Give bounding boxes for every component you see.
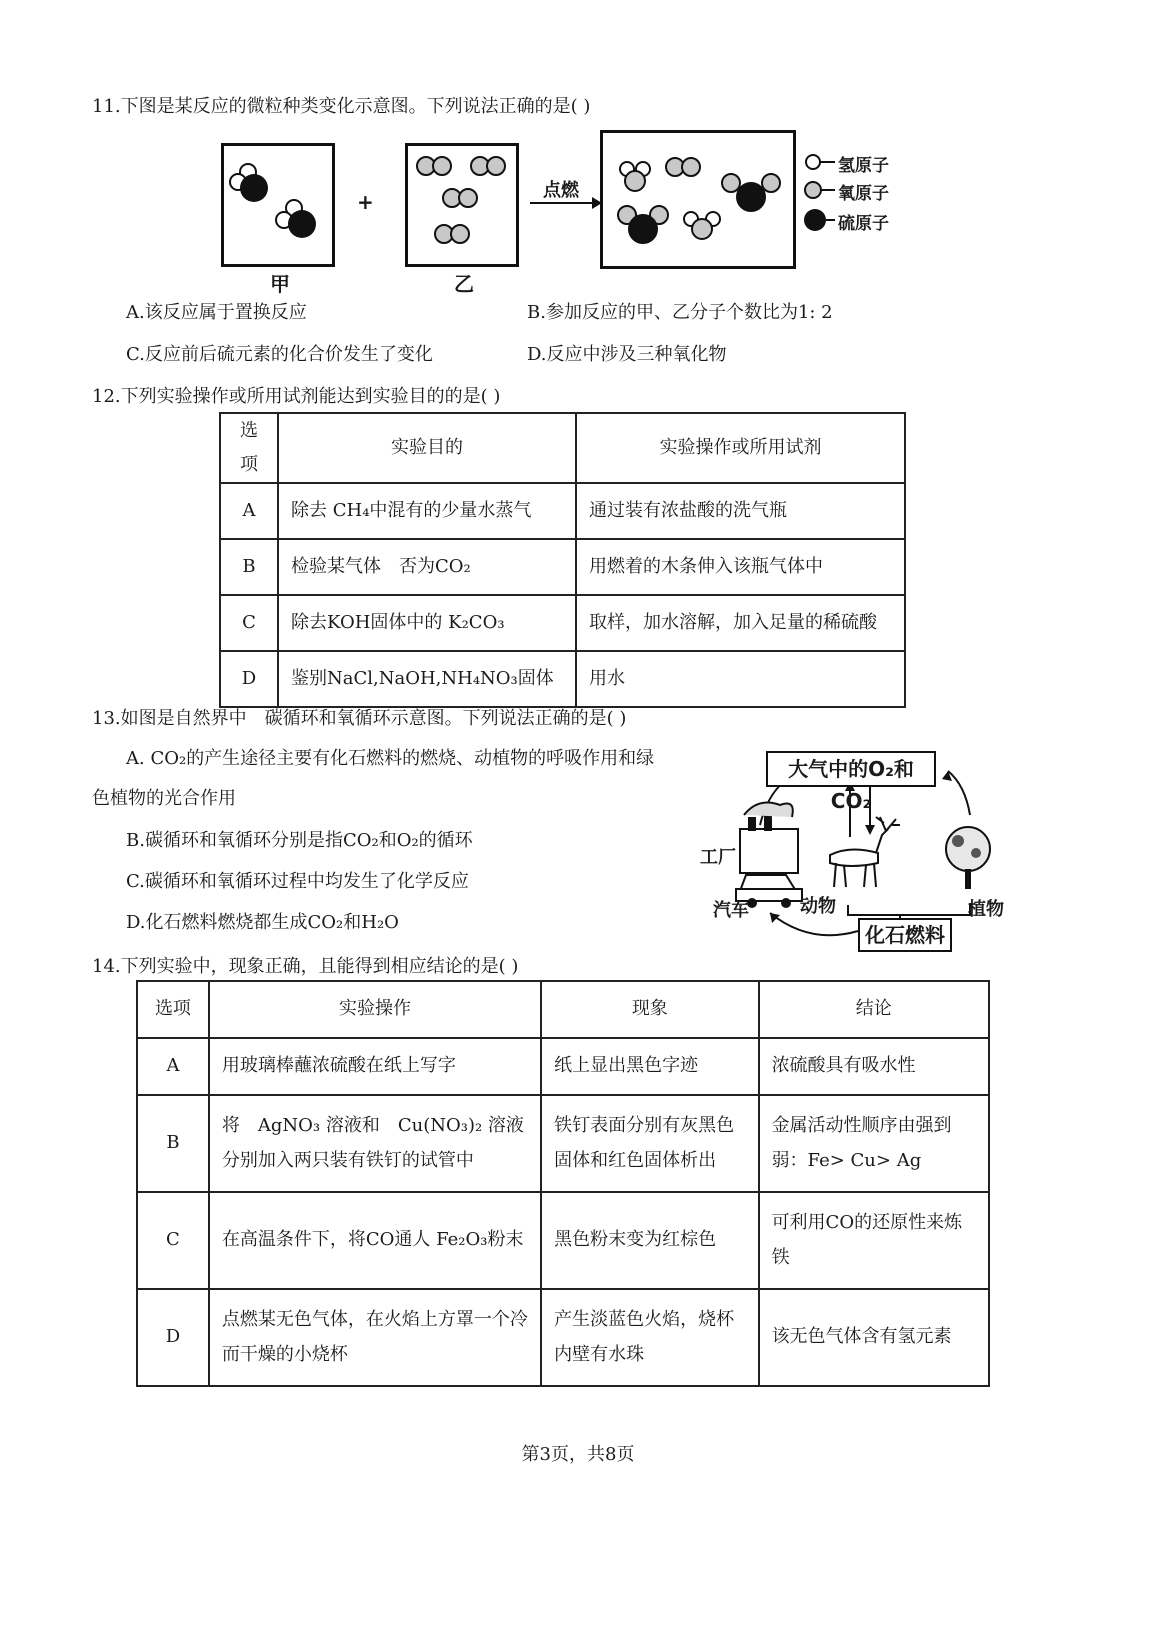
table-cell: 除去 CH₄中混有的少量水蒸气 [278, 483, 576, 539]
table-row [220, 595, 905, 651]
table-cell: 产生淡蓝色火焰，烧杯内壁有水珠 [541, 1289, 758, 1386]
header-cell: 选项 [220, 413, 278, 483]
q13-stem: 13.如图是自然界中 碳循环和氧循环示意图。下列说法正确的是( ) [92, 708, 627, 729]
label-car: 汽车 [713, 900, 749, 921]
table-cell: 点燃某无色气体，在火焰上方罩一个冷而干燥的小烧杯 [209, 1289, 541, 1386]
q13-option-c: C.碳循环和氧循环过程中均发生了化学反应 [126, 871, 469, 892]
table-cell: 通过装有浓盐酸的洗气瓶 [576, 483, 905, 539]
label-yi: 乙 [454, 272, 474, 296]
label-jia: 甲 [270, 272, 290, 296]
table-cell: 检验某气体 否为CO₂ [278, 539, 576, 595]
table-header-row [137, 981, 989, 1038]
table-cell: A [220, 483, 278, 539]
table-cell: 鉴别NaCl,NaOH,NH₄NO₃固体 [278, 651, 576, 707]
table-cell: B [137, 1095, 209, 1192]
header-cell: 实验目的 [278, 413, 576, 483]
table-cell: 纸上显出黑色字迹 [541, 1038, 758, 1095]
legend-sulfur: 硫原子 [838, 214, 889, 234]
table-cell: 该无色气体含有氢元素 [759, 1289, 989, 1386]
header-cell: 实验操作 [209, 981, 541, 1038]
label-factory: 工厂 [700, 847, 736, 868]
table-row [137, 1289, 989, 1386]
atmosphere-box: 大气中的O₂和CO₂ [766, 751, 936, 787]
molecules-yi [408, 146, 516, 264]
header-cell: 选项 [137, 981, 209, 1038]
q11-option-a: A.该反应属于置换反应 [126, 302, 307, 323]
table-cell: 铁钉表面分别有灰黑色固体和红色固体析出 [541, 1095, 758, 1192]
table-cell: C [137, 1192, 209, 1289]
label-animal: 动物 [800, 896, 836, 917]
q12-table [219, 412, 906, 708]
table-row [137, 1095, 989, 1192]
legend-symbols [803, 150, 837, 240]
table-cell: B [220, 539, 278, 595]
q11-stem: 11.下图是某反应的微粒种类变化示意图。下列说法正确的是( ) [92, 96, 591, 117]
legend-hydrogen: 氢原子 [838, 156, 889, 176]
table-row [220, 539, 905, 595]
table-row [220, 651, 905, 707]
legend-oxygen: 氧原子 [838, 184, 889, 204]
molecules-jia [224, 146, 332, 264]
table-cell: D [220, 651, 278, 707]
q11-option-d: D.反应中涉及三种氧化物 [527, 344, 727, 365]
q11-box-product [600, 130, 796, 269]
table-cell: 取样，加水溶解，加入足量的稀硫酸 [576, 595, 905, 651]
fossil-fuel-box: 化石燃料 [858, 918, 952, 952]
arrow-label: 点燃 [543, 180, 579, 201]
deer-icon [830, 817, 900, 887]
tree-icon [946, 827, 990, 889]
label-plant: 植物 [968, 899, 1004, 920]
table-cell: C [220, 595, 278, 651]
q14-stem: 14.下列实验中，现象正确，且能得到相应结论的是( ) [92, 956, 519, 977]
q11-box-jia [221, 143, 335, 267]
molecules-product [603, 133, 793, 266]
table-cell: 将 AgNO₃ 溶液和 Cu(NO₃)₂ 溶液分别加入两只装有铁钉的试管中 [209, 1095, 541, 1192]
table-cell: 在高温条件下，将CO通人 Fe₂O₃粉末 [209, 1192, 541, 1289]
q13-option-b: B.碳循环和氧循环分别是指CO₂和O₂的循环 [126, 830, 473, 851]
q11-option-c: C.反应前后硫元素的化合价发生了变化 [126, 344, 433, 365]
table-cell: 金属活动性顺序由强到弱：Fe> Cu> Ag [759, 1095, 989, 1192]
reaction-arrow [530, 196, 602, 210]
table-cell: 浓硫酸具有吸水性 [759, 1038, 989, 1095]
table-row [137, 1192, 989, 1289]
table-cell: 用水 [576, 651, 905, 707]
header-cell: 现象 [541, 981, 758, 1038]
header-cell: 实验操作或所用试剂 [576, 413, 905, 483]
table-cell: 黑色粉末变为红棕色 [541, 1192, 758, 1289]
q11-box-yi [405, 143, 519, 267]
q13-option-d: D.化石燃料燃烧都生成CO₂和H₂O [126, 912, 399, 933]
q13-option-a-cont: 色植物的光合作用 [92, 788, 236, 809]
table-cell: A [137, 1038, 209, 1095]
factory-icon [740, 803, 798, 873]
q12-stem: 12.下列实验操作或所用试剂能达到实验目的的是( ) [92, 386, 501, 407]
table-cell: 用玻璃棒蘸浓硫酸在纸上写字 [209, 1038, 541, 1095]
table-cell: 可利用CO的还原性来炼铁 [759, 1192, 989, 1289]
header-cell: 结论 [759, 981, 989, 1038]
q14-table [136, 980, 990, 1387]
page-footer: 第3页，共8页 [521, 1444, 635, 1465]
table-row [137, 1038, 989, 1095]
table-cell: 除去KOH固体中的 K₂CO₃ [278, 595, 576, 651]
table-row [220, 483, 905, 539]
table-cell: D [137, 1289, 209, 1386]
q13-option-a: A. CO₂的产生途径主要有化石燃料的燃烧、动植物的呼吸作用和绿 [126, 748, 655, 769]
table-cell: 用燃着的木条伸入该瓶气体中 [576, 539, 905, 595]
plus-sign: + [357, 190, 374, 214]
table-header-row [220, 413, 905, 483]
q11-option-b: B.参加反应的甲、乙分子个数比为1: 2 [527, 302, 833, 323]
